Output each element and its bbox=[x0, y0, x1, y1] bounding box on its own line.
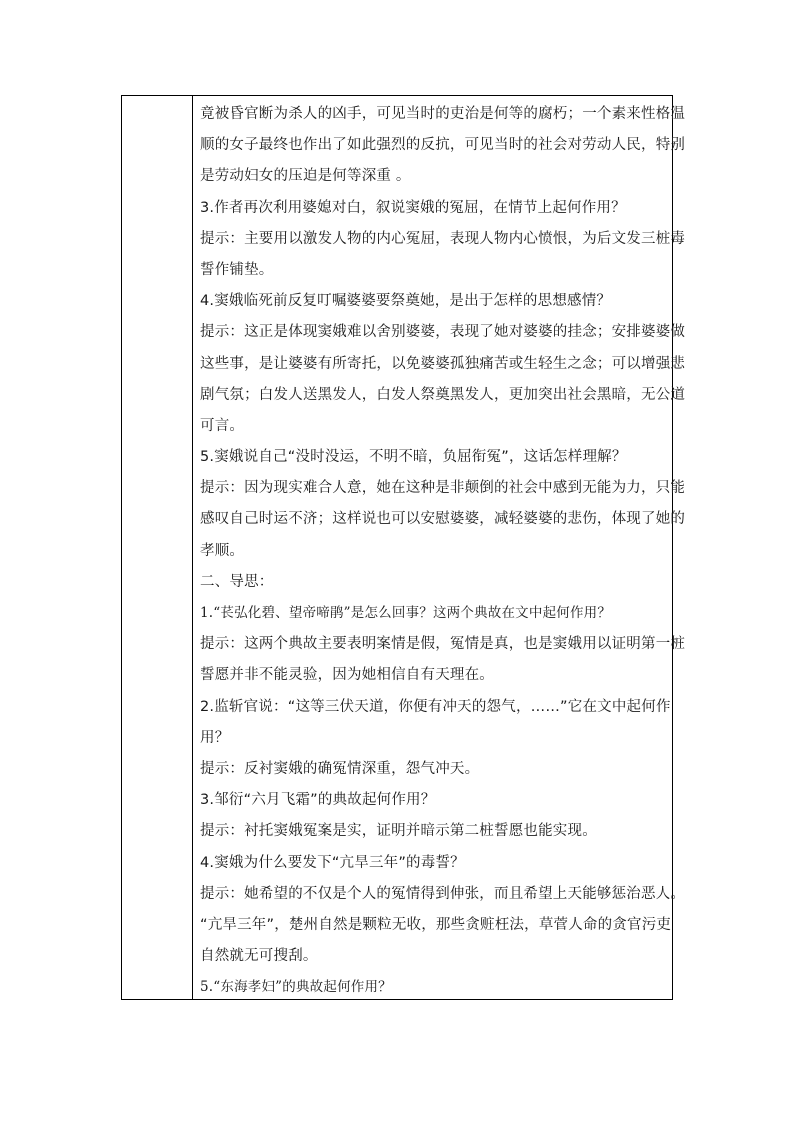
table-left-column bbox=[122, 96, 193, 999]
hint-line: 提示：主要用以激发人物的内心冤屈，表现人物内心愤恨，为后文发三桩毒 bbox=[200, 230, 686, 247]
question-line: 3.作者再次利用婆媳对白，叙说窦娥的冤屈，在情节上起何作用？ bbox=[200, 199, 626, 216]
table-content-cell bbox=[193, 96, 691, 999]
text-line: 竟被昏官断为杀人的凶手，可见当时的吏治是何等的腐朽；一个素来性格温 bbox=[200, 106, 686, 122]
hint-line: 提示：因为现实难合人意，她在这种是非颠倒的社会中感到无能为力，只能 bbox=[200, 480, 686, 497]
question-line: 3.邹衍“六月飞霜”的典故起何作用？ bbox=[200, 792, 436, 809]
question-line: 5.“东海孝妇”的典故起何作用？ bbox=[200, 979, 392, 996]
text-line: 孝顺。 bbox=[200, 542, 245, 559]
hint-line: 提示：她希望的不仅是个人的冤情得到伸张，而且希望上天能够惩治恶人。 bbox=[200, 885, 686, 902]
document-table bbox=[121, 95, 686, 1000]
hint-line: 提示：反衬窦娥的确冤情深重，怨气冲天。 bbox=[200, 760, 480, 777]
hint-line: 提示：这两个典故主要表明案情是假，冤情是真，也是窦娥用以证明第一桩 bbox=[200, 636, 686, 653]
text-line: 感叹自己时运不济；这样说也可以安慰婆婆，减轻婆婆的悲伤，体现了她的 bbox=[200, 511, 686, 528]
question-line: 1.“苌弘化碧、望帝啼鹃”是怎么回事？这两个典故在文中起何作用？ bbox=[200, 605, 612, 621]
text-line: 誓作铺垫。 bbox=[200, 261, 274, 278]
question-line: 4.窦娥临死前反复叮嘱婆婆要祭奠她，是出于怎样的思想感情？ bbox=[200, 293, 612, 310]
text-line: 是劳动妇女的压迫是何等深重 。 bbox=[200, 168, 411, 185]
question-line: 4.窦娥为什么要发下“亢旱三年”的毒誓？ bbox=[200, 854, 465, 871]
section-heading: 二、导思： bbox=[200, 573, 274, 590]
text-line: 顺的女子最终也作出了如此强烈的反抗，可见当时的社会对劳动人民，特别 bbox=[200, 137, 686, 154]
text-line: 自然就无可搜刮。 bbox=[200, 948, 318, 965]
hint-line: 提示：衬托窦娥冤案是实，证明并暗示第二桩誓愿也能实现。 bbox=[200, 823, 597, 840]
text-line: 用？ bbox=[200, 729, 230, 746]
text-line: 可言。 bbox=[200, 417, 245, 434]
question-line: 2.监斩官说：“这等三伏天道，你便有冲天的怨气，……”它在文中起何作 bbox=[200, 698, 671, 715]
question-line: 5.窦娥说自己“没时没运，不明不暗，负屈衔冤”，这话怎样理解？ bbox=[200, 449, 627, 466]
text-line: 剧气氛；白发人送黑发人，白发人祭奠黑发人，更加突出社会黑暗，无公道 bbox=[200, 386, 686, 403]
text-line: 这些事，是让婆婆有所寄托，以免婆婆孤独痛苦或生轻生之念；可以增强悲 bbox=[200, 355, 686, 372]
text-line: “亢旱三年”，楚州自然是颗粒无收，那些贪赃枉法，草菅人命的贪官污吏 bbox=[200, 916, 672, 933]
text-line: 誓愿并非不能灵验，因为她相信自有天理在。 bbox=[200, 667, 494, 684]
hint-line: 提示：这正是体现窦娥难以舍别婆婆，表现了她对婆婆的挂念；安排婆婆做 bbox=[200, 324, 686, 341]
